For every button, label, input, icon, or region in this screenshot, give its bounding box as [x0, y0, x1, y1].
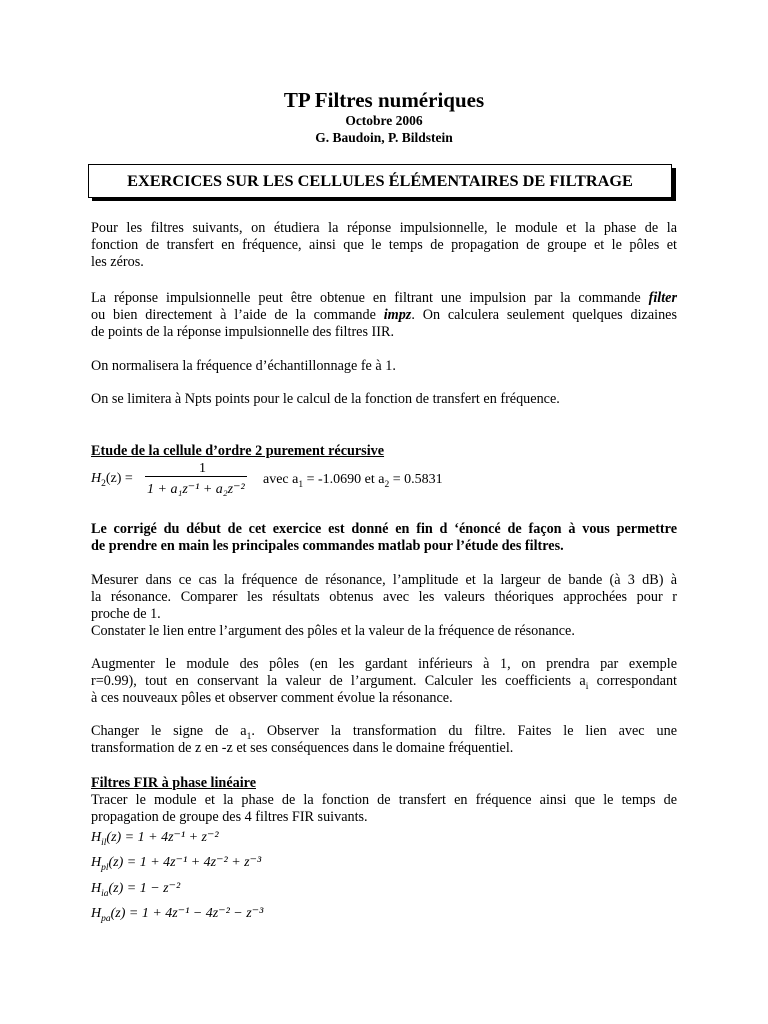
text-line: de points de la réponse impulsionnelle des filtres IIR. — [91, 324, 394, 340]
correction-note — [91, 521, 677, 555]
command-impz: impz — [383, 307, 412, 323]
eq-subscript: ia — [101, 888, 109, 899]
text-segment: . On calculera seulement quelques dizaines — [411, 307, 677, 323]
section-heading: Etude de la cellule d’ordre 2 purement récursive — [91, 443, 385, 459]
change-sign-paragraph — [91, 723, 677, 757]
coefficients-text — [263, 471, 443, 488]
text-segment: r=0.99), tout en conservant la valeur de l’argument. Calculer les coefficients a — [91, 673, 586, 689]
text-line: proche de 1. — [91, 606, 161, 622]
document-authors: G. Baudoin, P. Bildstein — [315, 130, 453, 145]
increase-modulus-paragraph — [91, 656, 677, 707]
text-segment: . Observer la transformation du filtre. Faites le lien avec une — [251, 723, 677, 739]
text-line: transformation de z en -z et ses conséquences dans le domaine fréquentiel. — [91, 740, 514, 756]
box-shadow — [92, 198, 676, 201]
text-line: les zéros. — [91, 254, 144, 270]
eq-symbol: H — [91, 830, 102, 845]
text-line — [91, 723, 677, 740]
text-line: Augmenter le module des pôles (en les gardant inférieurs à 1, on prendra par exemple — [91, 656, 677, 672]
eq-symbol: H — [91, 471, 102, 486]
fir-equation-il — [91, 829, 219, 846]
text-segment: ou bien directement à l’aide de la commande — [91, 307, 384, 323]
measure-paragraph — [91, 572, 677, 640]
eq-argument: (z) = — [105, 471, 133, 486]
fraction-line — [145, 476, 247, 477]
text-segment: = 0.5831 — [389, 472, 443, 487]
text-line — [91, 673, 677, 690]
eq-expression: (z) = 1 + 4z⁻¹ − 4z⁻² − z⁻³ — [110, 906, 264, 921]
fir-equation-ia — [91, 880, 180, 897]
intro-paragraph — [91, 220, 677, 271]
text-segment: Changer le signe de a — [91, 723, 247, 739]
eq-symbol: H — [91, 855, 102, 870]
eq-expression: (z) = 1 + 4z⁻¹ + z⁻² — [106, 830, 219, 845]
npts-paragraph: On se limitera à Npts points pour le calcul de la fonction de transfert en fréquence. — [91, 391, 560, 407]
eq-subscript: il — [101, 837, 107, 848]
eq-subscript: pl — [101, 862, 109, 873]
eq-expression: (z) = 1 + 4z⁻¹ + 4z⁻² + z⁻³ — [108, 855, 262, 870]
text-line: Pour les filtres suivants, on étudiera la réponse impulsionnelle, le module et la phase de la — [91, 220, 677, 236]
text-line: Le corrigé du début de cet exercice est donné en fin d ‘énoncé de façon à vous permettre — [91, 521, 677, 537]
document-date: Octobre 2006 — [345, 113, 423, 128]
text-line: fonction de transfert en fréquence, ainsi que le temps de propagation de groupe et le pôles et — [91, 237, 677, 253]
text-line: propagation de groupe des 4 filtres FIR suivants. — [91, 809, 368, 825]
subscript: 1 — [298, 479, 304, 490]
section-heading: Filtres FIR à phase linéaire — [91, 775, 256, 791]
text-line: de prendre en main les principales commandes matlab pour l’étude des filtres. — [91, 538, 564, 554]
transfer-function-equation — [91, 460, 677, 500]
text-line — [91, 290, 677, 307]
text-segment: avec a — [263, 472, 299, 487]
box-shadow — [672, 168, 676, 201]
text-line: la résonance. Comparer les résultats obtenus avec les valeurs théoriques approchées pour r — [91, 589, 677, 605]
text-line: Constater le lien entre l’argument des pôles et la valeur de la fréquence de résonance. — [91, 623, 575, 639]
box-title: EXERCICES SUR LES CELLULES ÉLÉMENTAIRES DE FILTRAGE — [127, 171, 633, 190]
normalization-paragraph: On normalisera la fréquence d’échantillonnage fe à 1. — [91, 358, 396, 374]
fir-paragraph — [91, 792, 677, 826]
command-filter: filter — [648, 290, 677, 306]
eq-symbol: H — [91, 906, 102, 921]
eq-symbol: H — [91, 881, 102, 896]
text-line: à ces nouveaux pôles et observer comment évolue la résonance. — [91, 690, 453, 706]
section-title-box — [88, 164, 676, 200]
text-segment: La réponse impulsionnelle peut être obtenue en filtrant une impulsion par la commande — [91, 290, 649, 306]
eq-subscript: pa — [101, 913, 111, 924]
text-segment: = -1.0690 et a — [303, 472, 385, 487]
subscript: i — [585, 681, 589, 692]
eq-numerator: 1 — [199, 461, 206, 476]
text-line: Tracer le module et la phase de la fonction de transfert en fréquence ainsi que le temps de — [91, 792, 677, 808]
document-title: TP Filtres numériques — [283, 88, 485, 112]
fir-equation-pa — [91, 905, 263, 922]
impulse-response-paragraph — [91, 290, 677, 341]
eq-subscript: 2 — [101, 478, 106, 489]
text-line — [91, 307, 677, 324]
eq-expression: (z) = 1 − z⁻² — [108, 881, 181, 896]
subscript: 1 — [246, 731, 252, 742]
subscript: 2 — [384, 479, 390, 490]
text-line: Mesurer dans ce cas la fréquence de résonance, l’amplitude et la largeur de bande (à 3 dB) à — [91, 572, 677, 588]
text-segment: correspondant — [588, 673, 677, 689]
fir-equation-pl — [91, 854, 261, 871]
eq-denominator: 1 + a₁z⁻¹ + a₂z⁻² — [147, 482, 245, 497]
